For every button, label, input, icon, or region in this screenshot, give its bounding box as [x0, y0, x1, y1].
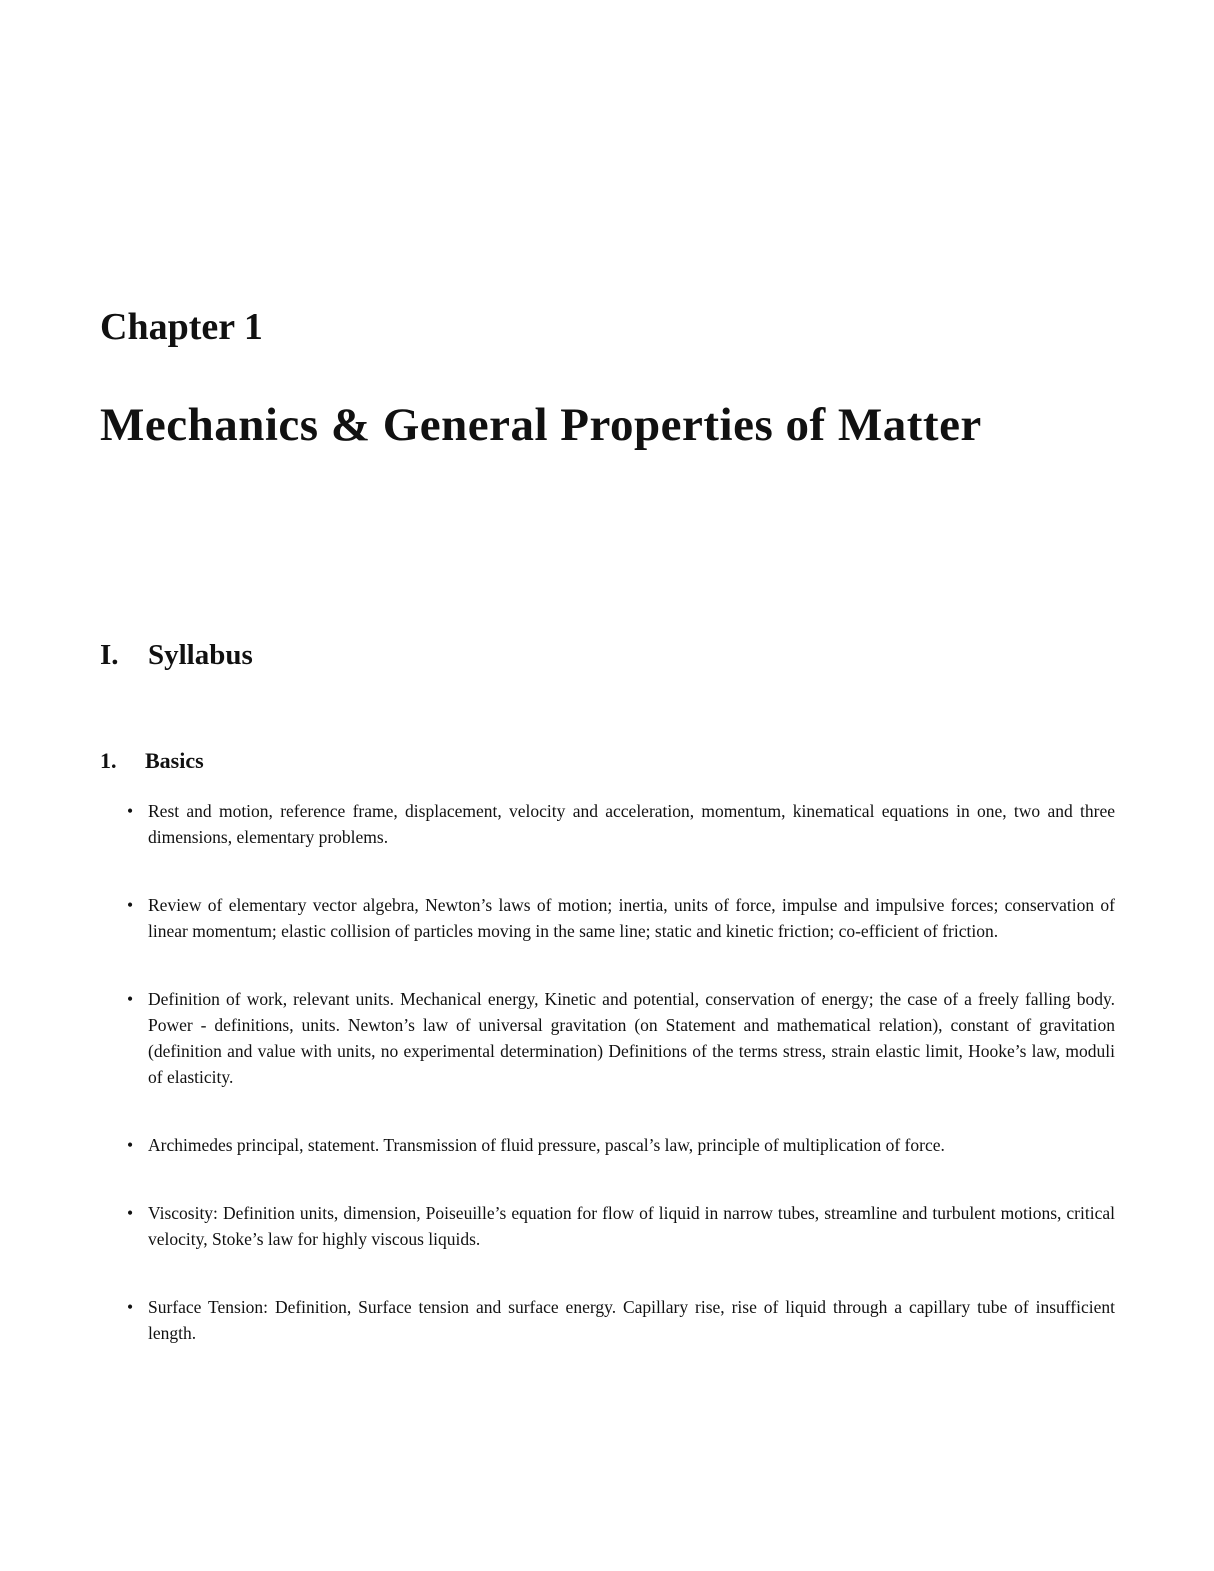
- subsection-title: Basics: [145, 748, 204, 774]
- section-number: I.: [100, 638, 119, 671]
- list-item: [100, 986, 1115, 1090]
- subsection-heading-basics: [100, 749, 1115, 773]
- list-item: [100, 1200, 1115, 1252]
- chapter-title: Mechanics & General Properties of Matter: [100, 398, 982, 451]
- list-item-text: Surface Tension: Definition, Surface tension and surface energy. Capillary rise, rise of liquid through a capillary tube of insufficient length.: [148, 1296, 1115, 1343]
- bullet-icon: •: [127, 1202, 134, 1223]
- bullet-icon: •: [127, 1134, 134, 1155]
- bullet-icon: •: [127, 894, 134, 915]
- subsection-number: 1.: [100, 748, 117, 774]
- list-item: [100, 892, 1115, 944]
- list-item-text: Archimedes principal, statement. Transmission of fluid pressure, pascal’s law, principle of multiplication of force.: [148, 1134, 945, 1155]
- list-item: [100, 798, 1115, 850]
- list-item-text: Rest and motion, reference frame, displacement, velocity and acceleration, momentum, kinematical equations in one, two and three dimensions, elementary problems.: [148, 800, 1115, 847]
- list-item-text: Definition of work, relevant units. Mechanical energy, Kinetic and potential, conservation of energy; the case of a freely falling body. Power - definitions, units. Newton’s law of universal gravitation (on Statement and mathematical relation), constant of gravitation (definition and value with units, no experimental determination) Definitions of the terms stress, strain elastic limit, Hooke’s law, moduli of elasticity.: [148, 988, 1115, 1087]
- list-item: [100, 1294, 1115, 1346]
- section-title: Syllabus: [148, 638, 253, 671]
- list-item: [100, 1132, 1115, 1158]
- syllabus-bullet-list: [100, 798, 1115, 1346]
- chapter-label: Chapter 1: [100, 306, 263, 348]
- list-item-text: Review of elementary vector algebra, Newton’s laws of motion; inertia, units of force, impulse and impulsive forces; conservation of linear momentum; elastic collision of particles moving in the same line; static and kinetic friction; co-efficient of friction.: [148, 894, 1115, 941]
- bullet-icon: •: [127, 1296, 134, 1317]
- bullet-icon: •: [127, 988, 134, 1009]
- list-item-text: Viscosity: Definition units, dimension, Poiseuille’s equation for flow of liquid in narrow tubes, streamline and turbulent motions, critical velocity, Stoke’s law for highly viscous liquids.: [148, 1202, 1115, 1249]
- bullet-icon: •: [127, 800, 134, 821]
- section-heading-syllabus: [100, 640, 1115, 672]
